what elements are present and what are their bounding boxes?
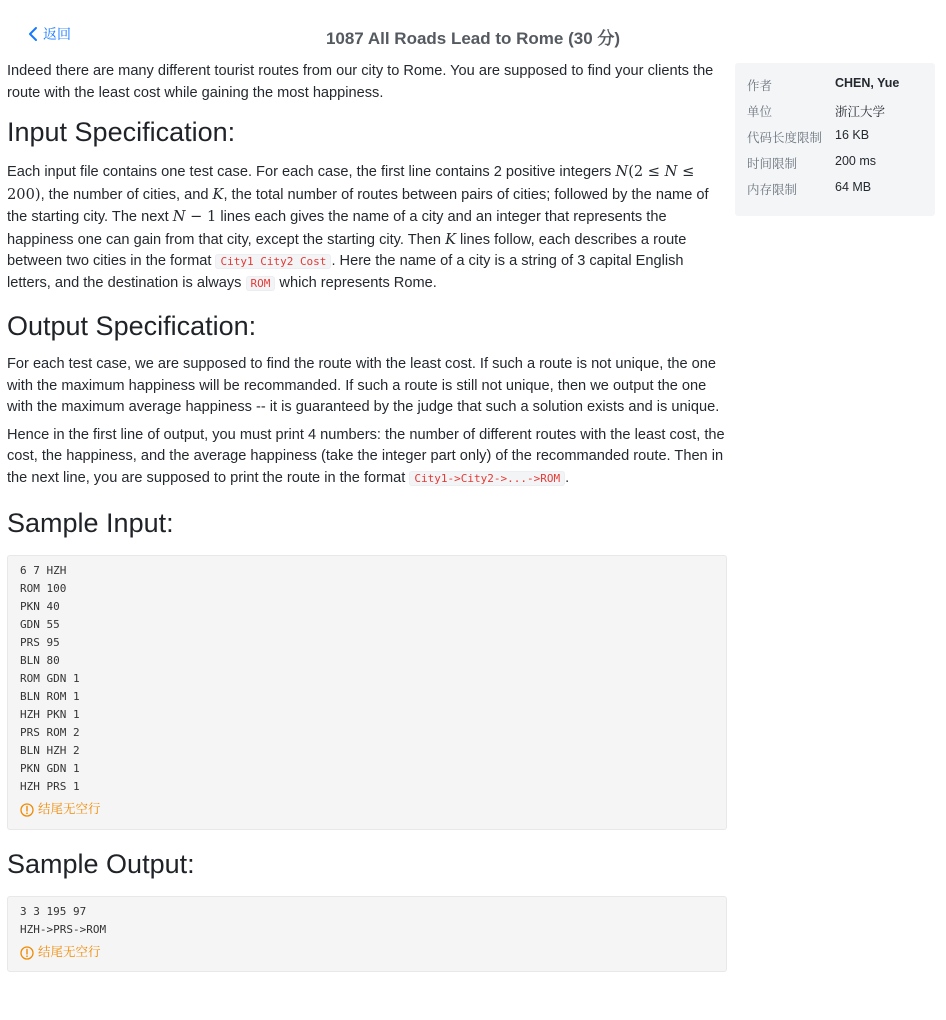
problem-content (7, 61, 729, 972)
sample-input-code (20, 562, 714, 796)
warning-circle-icon (20, 946, 34, 960)
output-spec-text-1: For each test case, we are supposed to find the route with the least cost. If such a route is not unique, the one with the maximum happiness will be recommanded. If such a route is still not unique, then we output the one with the maximum average happiness -- it is guaranteed by the judge that such a solution exists and is unique. (7, 356, 720, 415)
no-trailing-blank-note: 结尾无空行 (20, 942, 714, 964)
output-spec-text-2: Hence in the first line of output, you must print 4 numbers: the number of different routes with the least cost, the cost, the happiness, and the average happiness (take the integer part only) of the recommanded route. Then in the next line, you are supposed to print the route in the format City1->City2->...->ROM . (7, 426, 725, 486)
sample-output-heading: Sample Output: (7, 849, 195, 879)
top-bar (0, 0, 946, 62)
sample-input-line: GDN 55 (20, 618, 60, 631)
intro-text: Indeed there are many different tourist routes from our city to Rome. You are supposed to find your clients the route with the least cost while gaining the most happiness. (7, 63, 714, 101)
sample-output-block (7, 896, 727, 972)
info-row-code-limit: 代码长度限制 16 KB (747, 128, 870, 145)
sample-input-line: HZH PKN 1 (20, 708, 80, 721)
output-spec-heading: Output Specification: (7, 311, 257, 341)
sample-input-line: BLN ROM 1 (20, 690, 80, 703)
sample-output-line: 3 3 195 97 (20, 905, 87, 918)
input-spec-heading: Input Specification: (7, 117, 236, 147)
back-label: 返回 (43, 26, 71, 42)
input-spec-text: Each input file contains one test case. For each case, the first line contains 2 positive integers N(2 ≤ N ≤ 200), the number of cities, and K, the total number of routes between pairs of cities; followed by the name of the starting city. The next N − 1 lines each gives the name of a city and an integer that represents the happiness one can gain from that city, except the starting city. Then K lines follow, each describes a route between two cities in the format City1 City2 Cost . Here the name of a city is a string of 3 capital English letters, and the destination is always ROM which represents Rome. (7, 163, 709, 291)
sample-input-line: 6 7 HZH (20, 564, 67, 577)
sample-input-heading: Sample Input: (7, 508, 174, 538)
sample-input-line: PKN GDN 1 (20, 762, 80, 775)
inline-code-rom: ROM (246, 276, 276, 291)
inline-code-output-format: City1->City2->...->ROM (409, 471, 565, 486)
sample-input-line: PKN 40 (20, 600, 60, 613)
info-row-time-limit: 时间限制 200 ms (747, 154, 876, 171)
info-row-author: 作者 CHEN, Yue (747, 76, 900, 93)
sample-input-line: BLN HZH 2 (20, 744, 80, 757)
sample-input-line: ROM GDN 1 (20, 672, 80, 685)
problem-info-panel (735, 63, 935, 216)
no-trailing-blank-note: 结尾无空行 (20, 799, 714, 821)
sample-output-line: HZH->PRS->ROM (20, 923, 107, 936)
inline-code-route-format: City1 City2 Cost (215, 254, 331, 269)
sample-input-line: BLN 80 (20, 654, 60, 667)
warning-circle-icon (20, 803, 34, 817)
info-row-organization: 单位 浙江大学 (747, 105, 886, 119)
info-row-memory-limit: 内存限制 64 MB (747, 180, 872, 197)
sample-output-code (20, 903, 714, 939)
sample-input-line: ROM 100 (20, 582, 67, 595)
sample-input-line: PRS ROM 2 (20, 726, 80, 739)
sample-input-block (7, 555, 727, 830)
sample-input-line: PRS 95 (20, 636, 60, 649)
sample-input-line: HZH PRS 1 (20, 780, 80, 793)
page-title: 1087 All Roads Lead to Rome (30 分) (325, 29, 621, 48)
